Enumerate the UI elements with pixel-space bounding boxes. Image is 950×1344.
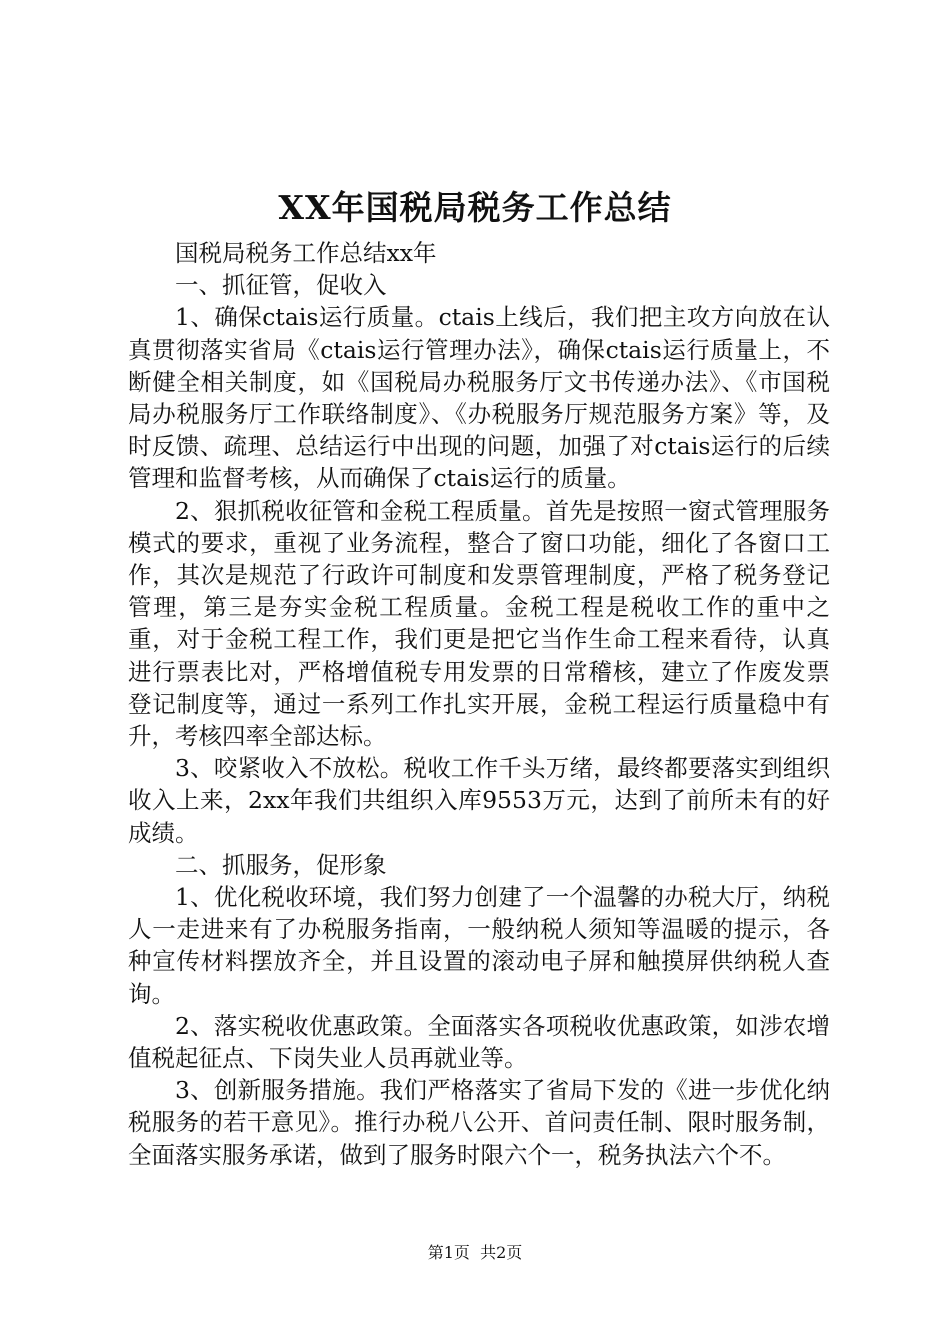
page-number-label: 第1页 共2页	[427, 1243, 523, 1262]
paragraph-1-3: 3、咬紧收入不放松。税收工作千头万绪，最终都要落实到组织收入上来，2xx年我们共组织入库9553万元，达到了前所未有的好成绩。	[128, 754, 830, 847]
paragraph-subtitle: 国税局税务工作总结xx年	[175, 239, 437, 267]
paragraph-2-1: 1、优化税收环境，我们努力创建了一个温馨的办税大厅，纳税人一走进来有了办税服务指南，一般纳税人须知等温暖的提示，各种宣传材料摆放齐全，并且设置的滚动电子屏和触摸屏供纳税人查询。	[128, 883, 830, 1008]
page-footer	[0, 1243, 950, 1263]
paragraph-1-2: 2、狠抓税收征管和金税工程质量。首先是按照一窗式管理服务模式的要求，重视了业务流程，整合了窗口功能，细化了各窗口工作，其次是规范了行政许可制度和发票管理制度，严格了税务登记管理，第三是夯实金税工程质量。金税工程是税收工作的重中之重，对于金税工程工作，我们更是把它当作生命工程来看待，认真进行票表比对，严格增值税专用发票的日常稽核，建立了作废发票登记制度等，通过一系列工作扎实开展，金税工程运行质量稳中有升，考核四率全部达标。	[128, 496, 830, 751]
document-title: XX年国税局税务工作总结	[278, 188, 672, 227]
section-heading-2: 二、抓服务，促形象	[175, 850, 387, 879]
paragraph-2-2: 2、落实税收优惠政策。全面落实各项税收优惠政策，如涉农增值税起征点、下岗失业人员再就业等。	[128, 1011, 830, 1073]
document-body	[128, 237, 830, 1171]
paragraph-2-3: 3、创新服务措施。我们严格落实了省局下发的《进一步优化纳税服务的若干意见》。推行办税八公开、首问责任制、限时服务制，全面落实服务承诺，做到了服务时限六个一，税务执法六个不。	[128, 1076, 830, 1169]
section-heading-1: 一、抓征管，促收入	[175, 271, 387, 300]
paragraph-1-1: 1、确保ctais运行质量。ctais上线后，我们把主攻方向放在认真贯彻落实省局《ctais运行管理办法》，确保ctais运行质量上，不断健全相关制度，如《国税局办税服务厅文书传递办法》、《市国税局办税服务厅工作联络制度》、《办税服务厅规范服务方案》等，及时反馈、疏理、总结运行中出现的问题，加强了对ctais运行的后续管理和监督考核，从而确保了ctais运行的质量。	[128, 303, 830, 493]
